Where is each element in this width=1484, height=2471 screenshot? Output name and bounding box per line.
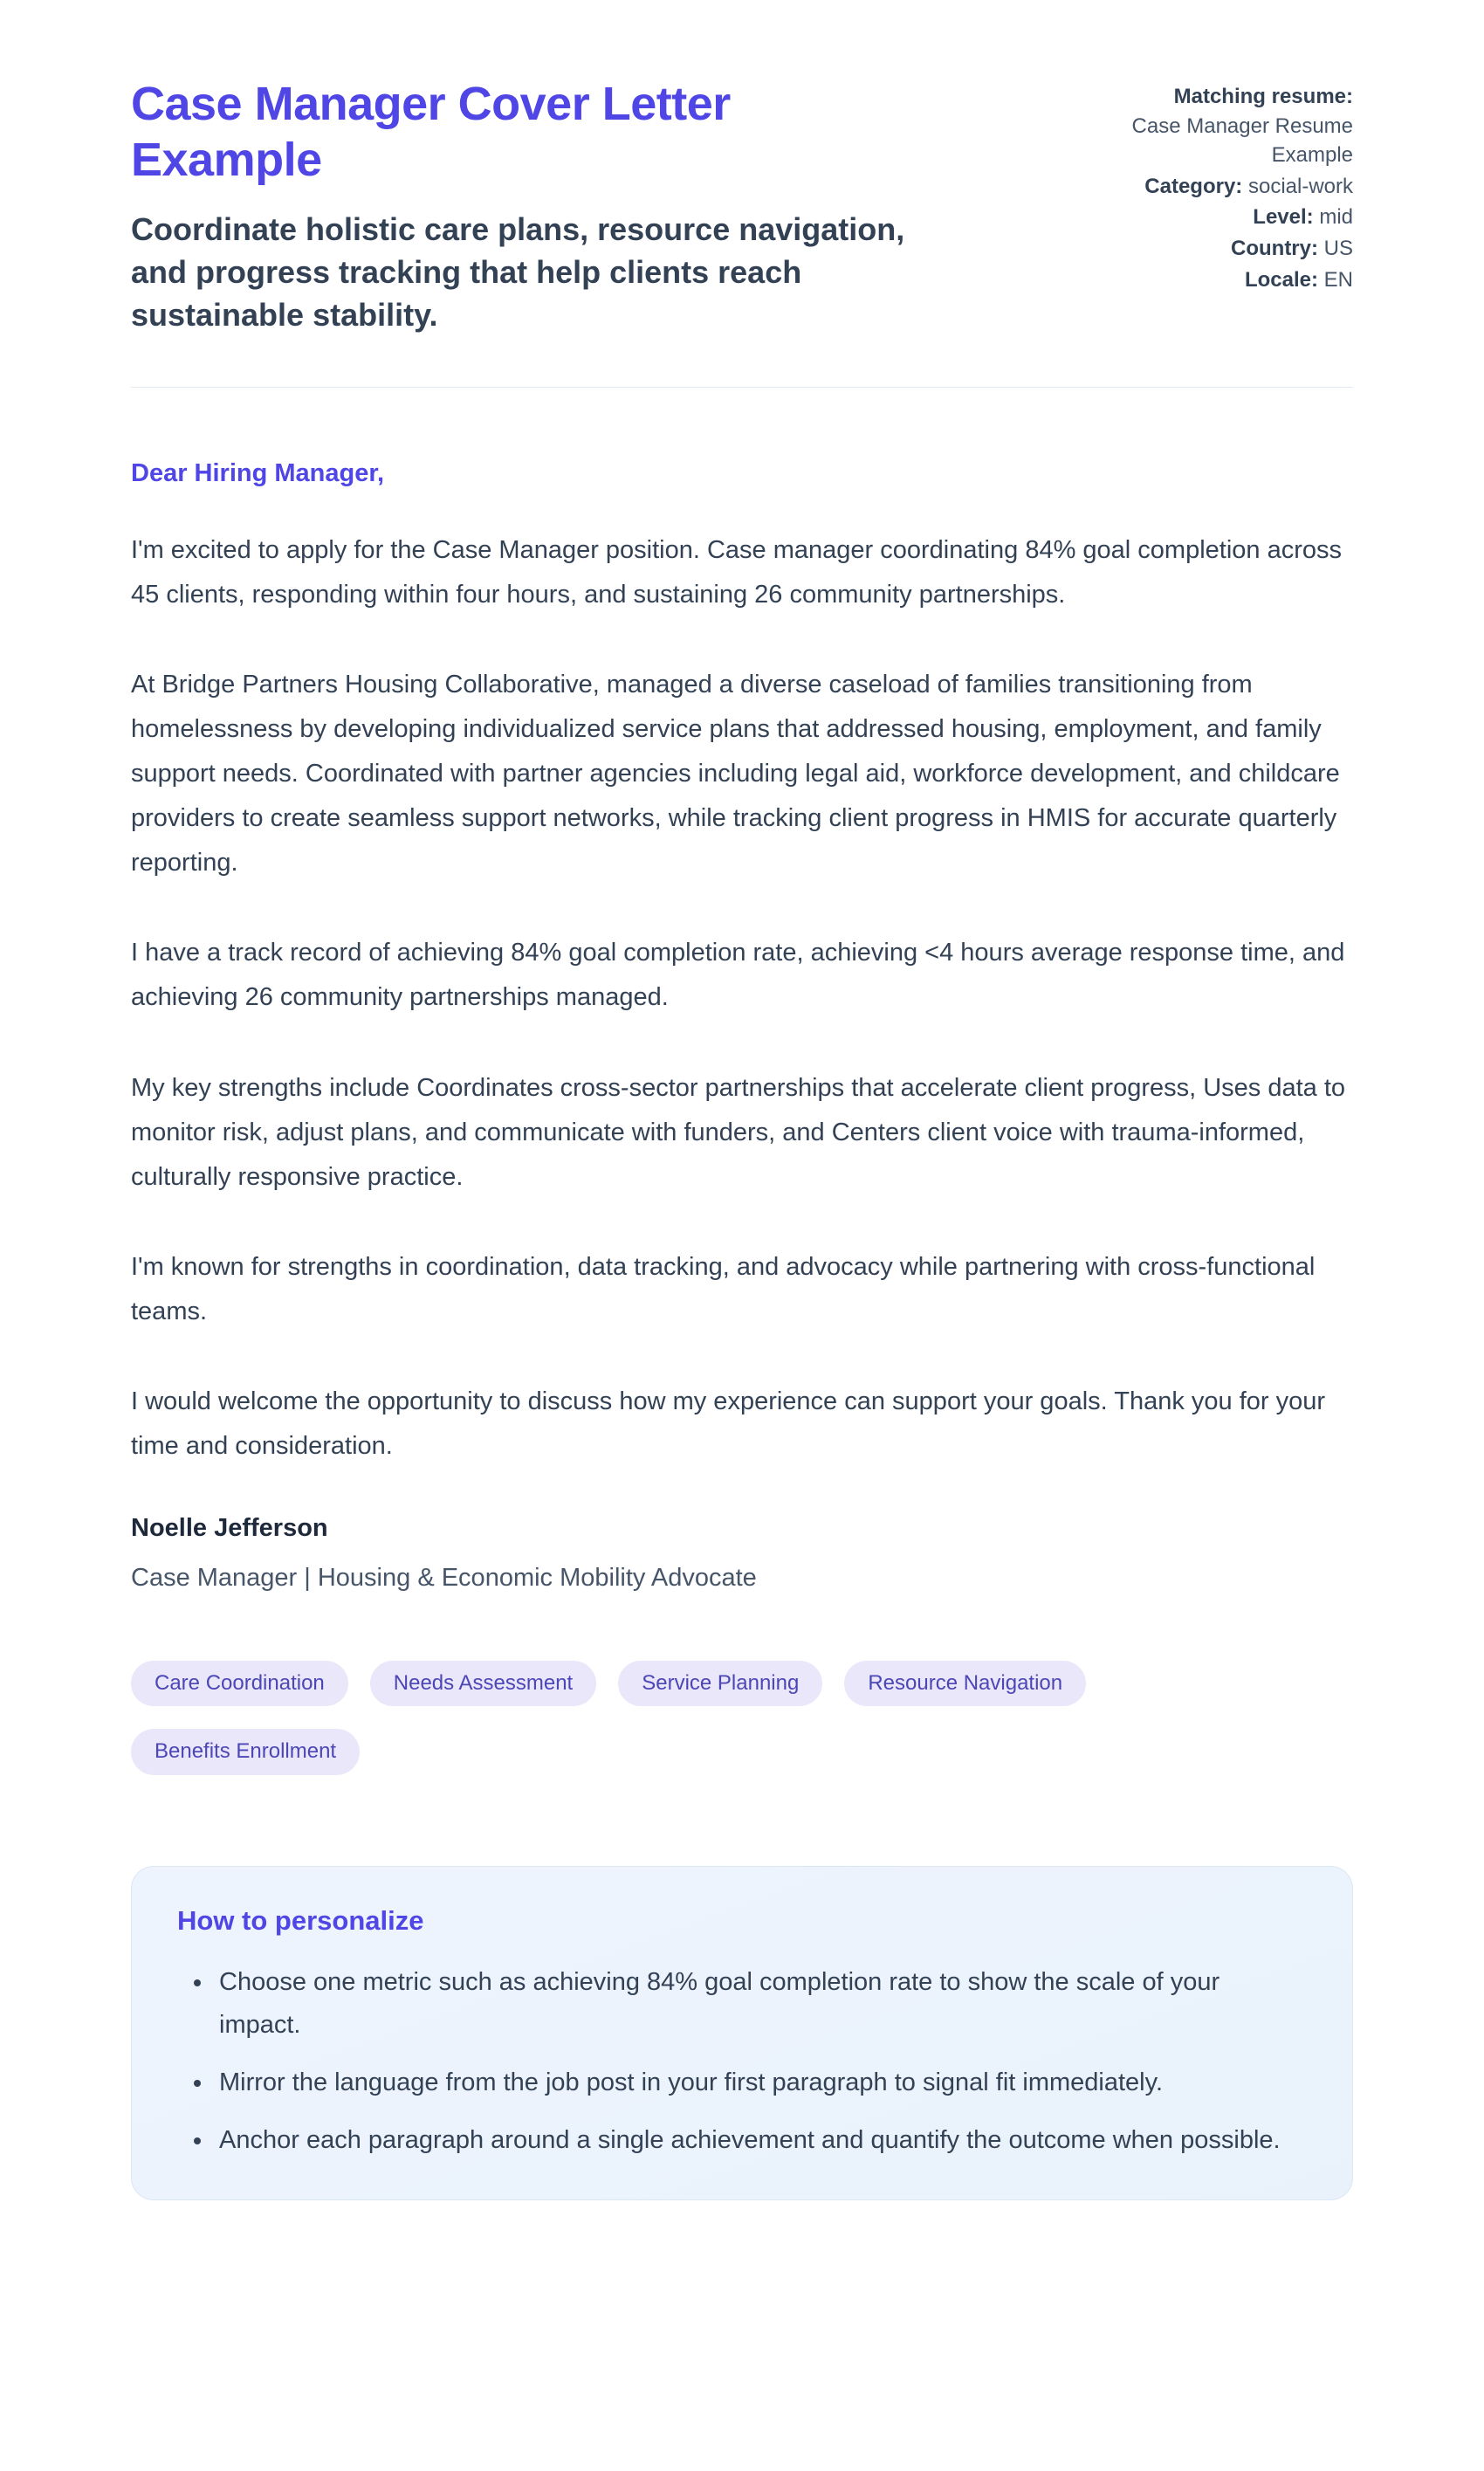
signature-role: Case Manager | Housing & Economic Mobility Advocate	[131, 1563, 757, 1592]
skill-pill: Service Planning	[618, 1661, 822, 1706]
letter-body	[131, 459, 1353, 2200]
skill-pill: Needs Assessment	[370, 1661, 596, 1706]
letter-paragraph: My key strengths include Coordinates cross-sector partnerships that accelerate client progress, Uses data to monitor risk, adjust plans, and communicate with funders, and Centers client voice with trauma-informed, culturally responsive practice.	[131, 1073, 1346, 1191]
skill-pill: Resource Navigation	[844, 1661, 1086, 1706]
skill-pill: Care Coordination	[131, 1661, 348, 1706]
signature-block	[131, 1514, 1353, 1593]
meta-label-category: Category:	[1144, 174, 1243, 198]
meta-label-level: Level:	[1253, 205, 1314, 230]
resume-meta	[1091, 77, 1353, 296]
page-title: Case Manager Cover Letter Example	[131, 78, 731, 186]
meta-value-level: mid	[1319, 205, 1353, 230]
skill-tags	[131, 1661, 1292, 1775]
letter-paragraph: I'm known for strengths in coordination, data tracking, and advocacy while partnering with cross-functional teams.	[131, 1252, 1316, 1325]
salutation: Dear Hiring Manager,	[131, 459, 385, 488]
tips-box	[131, 1866, 1353, 2201]
letter-paragraph: I'm excited to apply for the Case Manager position. Case manager coordinating 84% goal completion across 45 clients, responding within four hours, and sustaining 26 community partnerships.	[131, 536, 1343, 609]
meta-label-country: Country:	[1231, 236, 1318, 260]
meta-row-level	[1091, 203, 1353, 232]
meta-value-matching-resume: Case Manager Resume Example	[1131, 114, 1353, 168]
meta-label-matching-resume: Matching resume:	[1173, 85, 1353, 108]
meta-value-locale: EN	[1323, 267, 1353, 292]
tip-item: • Choose one metric such as achieving 84% goal completion rate to show the scale of your impact.	[214, 1961, 1307, 2048]
header	[131, 77, 1353, 336]
header-title-block	[131, 77, 917, 336]
meta-value-country: US	[1323, 236, 1353, 260]
divider	[131, 387, 1353, 388]
meta-value-category: social-work	[1247, 174, 1353, 198]
signature-name: Noelle Jefferson	[131, 1513, 328, 1542]
page	[131, 0, 1353, 2200]
meta-row-locale	[1091, 265, 1353, 295]
meta-row-matching-resume	[1091, 82, 1353, 170]
letter-paragraph: At Bridge Partners Housing Collaborative, managed a diverse caseload of families transitioning from homelessness by developing individualized service plans that addressed housing, employment, and family support needs. Coordinated with partner agencies including legal aid, workforce development, and childcare providers to create seamless support networks, while tracking client progress in HMIS for accurate quarterly reporting.	[131, 671, 1340, 878]
meta-row-category	[1091, 172, 1353, 202]
tips-heading: How to personalize	[177, 1904, 424, 1936]
tip-item: • Mirror the language from the job post in your first paragraph to signal fit immediately.	[214, 2061, 1307, 2105]
letter-paragraph: I would welcome the opportunity to discuss how my experience can support your goals. Thank you for your time and consideration.	[131, 1387, 1326, 1460]
meta-row-country	[1091, 234, 1353, 264]
page-subtitle: Coordinate holistic care plans, resource navigation, and progress tracking that help clients reach sustainable stability.	[131, 211, 905, 333]
tips-list	[177, 1961, 1307, 2164]
letter-paragraph: I have a track record of achieving 84% goal completion rate, achieving <4 hours average response time, and achieving 26 community partnerships managed.	[131, 939, 1345, 1012]
meta-label-locale: Locale:	[1244, 267, 1318, 292]
skill-pill: Benefits Enrollment	[131, 1729, 360, 1774]
tip-item: • Anchor each paragraph around a single achievement and quantify the outcome when possible.	[214, 2119, 1307, 2163]
